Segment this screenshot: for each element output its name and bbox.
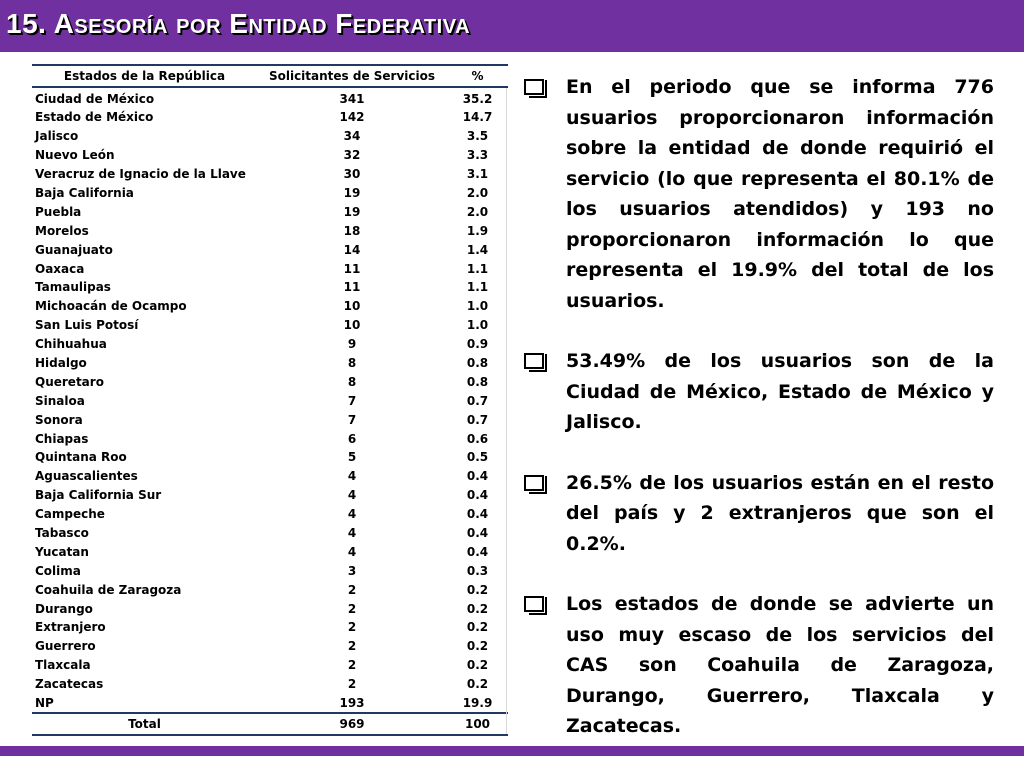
state-cell: Chihuahua: [35, 337, 107, 352]
table-row: [32, 505, 508, 524]
column-header-applicants: Solicitantes de Servicios: [257, 65, 447, 87]
table-row: [32, 429, 508, 448]
percent-cell: 1.9: [466, 223, 489, 238]
state-cell: Veracruz de Ignacio de la Llave: [35, 167, 246, 182]
state-cell: Michoacán de Ocampo: [35, 299, 187, 314]
checkbox-bullet-icon: [524, 353, 544, 369]
percent-cell: 0.2: [466, 582, 489, 597]
percent-cell: 1.4: [466, 242, 489, 257]
total-row: [32, 713, 508, 735]
state-cell: Quintana Roo: [35, 450, 127, 465]
table-row: [32, 335, 508, 354]
percent-cell: 0.3: [466, 563, 489, 578]
applicants-cell: 193: [339, 695, 365, 710]
title-bar: [0, 0, 1024, 52]
column-header-state: Estados de la República: [32, 65, 257, 87]
table-row: [32, 524, 508, 543]
percent-cell: 0.7: [466, 393, 489, 408]
bullet-text: Los estados de donde se advierte un uso muy escaso de los servicios del CAS son Coahuila de Zaragoza, Durango, Guerrero, Tlaxcala y Zacatecas.: [566, 593, 994, 737]
applicants-cell: 2: [347, 582, 357, 597]
percent-cell: 14.7: [462, 110, 493, 125]
percent-cell: 0.7: [466, 412, 489, 427]
table-row: [32, 240, 508, 259]
table-row: [32, 316, 508, 335]
applicants-cell: 7: [347, 393, 357, 408]
states-table: [32, 64, 508, 736]
table-footer: [32, 713, 508, 735]
table-row: [32, 656, 508, 675]
applicants-cell: 4: [347, 507, 357, 522]
bullet-text: 26.5% de los usuarios están en el resto del país y 2 extranjeros que son el 0.2%.: [566, 471, 994, 555]
total-percent: 100: [447, 713, 508, 735]
table-row: [32, 87, 508, 108]
table-row: [32, 637, 508, 656]
table-header: [32, 65, 508, 87]
state-cell: Tlaxcala: [35, 658, 91, 673]
state-cell: Nuevo León: [35, 148, 115, 163]
percent-cell: 0.4: [466, 544, 489, 559]
table-row: [32, 618, 508, 637]
percent-cell: 1.0: [466, 299, 489, 314]
state-cell: Tabasco: [35, 526, 89, 541]
percent-cell: 3.1: [466, 167, 489, 182]
state-cell: Tamaulipas: [35, 280, 111, 295]
percent-cell: 0.8: [466, 374, 489, 389]
bullet-item: [524, 589, 994, 742]
checkbox-bullet-icon: [524, 79, 544, 95]
applicants-cell: 4: [347, 526, 357, 541]
states-table-container: [32, 64, 508, 736]
percent-cell: 0.5: [466, 450, 489, 465]
bullet-item: [524, 468, 994, 560]
percent-cell: 0.4: [466, 526, 489, 541]
percent-cell: 0.9: [466, 337, 489, 352]
applicants-cell: 19: [343, 204, 361, 219]
state-cell: Oaxaca: [35, 261, 85, 276]
table-row: [32, 410, 508, 429]
bullet-item: [524, 72, 994, 316]
applicants-cell: 2: [347, 601, 357, 616]
percent-cell: 0.4: [466, 488, 489, 503]
state-cell: Puebla: [35, 204, 82, 219]
table-row: [32, 580, 508, 599]
state-cell: Coahuila de Zaragoza: [35, 582, 182, 597]
table-row: [32, 127, 508, 146]
state-cell: Queretaro: [35, 374, 104, 389]
table-row: [32, 259, 508, 278]
applicants-cell: 14: [343, 242, 361, 257]
state-cell: Guanajuato: [35, 242, 113, 257]
table-row: [32, 467, 508, 486]
table-row: [32, 561, 508, 580]
checkbox-bullet-icon: [524, 475, 544, 491]
state-cell: Campeche: [35, 507, 105, 522]
applicants-cell: 4: [347, 469, 357, 484]
applicants-cell: 9: [347, 337, 357, 352]
percent-cell: 3.5: [466, 129, 489, 144]
applicants-cell: 142: [339, 110, 365, 125]
table-right-divider: [506, 88, 507, 734]
total-label: Total: [32, 713, 257, 735]
table-row: [32, 372, 508, 391]
table-row: [32, 391, 508, 410]
state-cell: Aguascalientes: [35, 469, 138, 484]
state-cell: Colima: [35, 563, 81, 578]
applicants-cell: 30: [343, 167, 361, 182]
state-cell: Morelos: [35, 223, 89, 238]
percent-cell: 0.2: [466, 620, 489, 635]
state-cell: Estado de México: [35, 110, 154, 125]
percent-cell: 0.4: [466, 469, 489, 484]
applicants-cell: 8: [347, 356, 357, 371]
state-cell: Guerrero: [35, 639, 96, 654]
percent-cell: 0.2: [466, 601, 489, 616]
applicants-cell: 32: [343, 148, 361, 163]
bullet-text: 53.49% de los usuarios son de la Ciudad de México, Estado de México y Jalisco.: [566, 350, 994, 433]
applicants-cell: 8: [347, 374, 357, 389]
table-body: [32, 87, 508, 713]
applicants-cell: 341: [339, 92, 365, 106]
state-cell: San Luis Potosí: [35, 318, 139, 333]
table-row: [32, 165, 508, 184]
table-row: [32, 184, 508, 203]
table-row: [32, 202, 508, 221]
table-row: [32, 599, 508, 618]
state-cell: Baja California: [35, 186, 134, 200]
applicants-cell: 6: [347, 431, 357, 446]
applicants-cell: 19: [343, 186, 361, 200]
percent-cell: 0.2: [466, 639, 489, 654]
applicants-cell: 7: [347, 412, 357, 427]
applicants-cell: 2: [347, 658, 357, 673]
state-cell: Baja California Sur: [35, 488, 162, 503]
percent-cell: 1.1: [466, 280, 489, 295]
state-cell: Durango: [35, 601, 93, 616]
state-cell: Jalisco: [35, 129, 79, 144]
table-row: [32, 108, 508, 127]
percent-cell: 1.0: [466, 318, 489, 333]
applicants-cell: 11: [343, 280, 361, 295]
footer-bar: [0, 746, 1024, 756]
percent-cell: 0.6: [466, 431, 489, 446]
applicants-cell: 2: [347, 620, 357, 635]
bullet-text: En el periodo que se informa 776 usuarios proporcionaron información sobre la entidad de donde requirió el servicio (lo que representa el 80.1% de los usuarios atendidos) y 193 no proporcionaron información lo que representa el 19.9% del total de los usuarios.: [566, 76, 994, 312]
percent-cell: 0.4: [466, 507, 489, 522]
table-row: [32, 221, 508, 240]
percent-cell: 2.0: [466, 204, 489, 219]
table-row: [32, 694, 508, 713]
applicants-cell: 18: [343, 223, 361, 238]
state-cell: Zacatecas: [35, 677, 104, 692]
table-header-row: [32, 65, 508, 87]
applicants-cell: 3: [347, 563, 357, 578]
applicants-cell: 2: [347, 639, 357, 654]
table-row: [32, 448, 508, 467]
state-cell: Extranjero: [35, 620, 106, 635]
bullet-item: [524, 346, 994, 438]
applicants-cell: 4: [347, 544, 357, 559]
applicants-cell: 10: [343, 318, 361, 333]
state-cell: Chiapas: [35, 431, 89, 446]
table-row: [32, 297, 508, 316]
percent-cell: 0.2: [466, 677, 489, 692]
percent-cell: 0.2: [466, 658, 489, 673]
state-cell: Yucatan: [35, 544, 89, 559]
percent-cell: 35.2: [462, 92, 493, 106]
percent-cell: 3.3: [466, 148, 489, 163]
table-row: [32, 486, 508, 505]
percent-cell: 2.0: [466, 186, 489, 200]
column-header-percent: %: [447, 65, 508, 87]
state-cell: Hidalgo: [35, 356, 87, 371]
percent-cell: 0.8: [466, 356, 489, 371]
applicants-cell: 4: [347, 488, 357, 503]
bullet-list: [524, 72, 994, 768]
checkbox-bullet-icon: [524, 596, 544, 612]
applicants-cell: 11: [343, 261, 361, 276]
applicants-cell: 2: [347, 677, 357, 692]
applicants-cell: 10: [343, 299, 361, 314]
table-row: [32, 278, 508, 297]
table-row: [32, 542, 508, 561]
total-applicants: 969: [257, 713, 447, 735]
state-cell: Sinaloa: [35, 393, 85, 408]
applicants-cell: 5: [347, 450, 357, 465]
table-row: [32, 675, 508, 694]
percent-cell: 1.1: [466, 261, 489, 276]
percent-cell: 19.9: [462, 695, 493, 710]
state-cell: NP: [35, 695, 54, 710]
table-row: [32, 146, 508, 165]
state-cell: Sonora: [35, 412, 83, 427]
state-cell: Ciudad de México: [35, 92, 155, 106]
table-row: [32, 354, 508, 373]
applicants-cell: 34: [343, 129, 361, 144]
page-title: 15. Asesoría por Entidad Federativa: [6, 8, 471, 39]
